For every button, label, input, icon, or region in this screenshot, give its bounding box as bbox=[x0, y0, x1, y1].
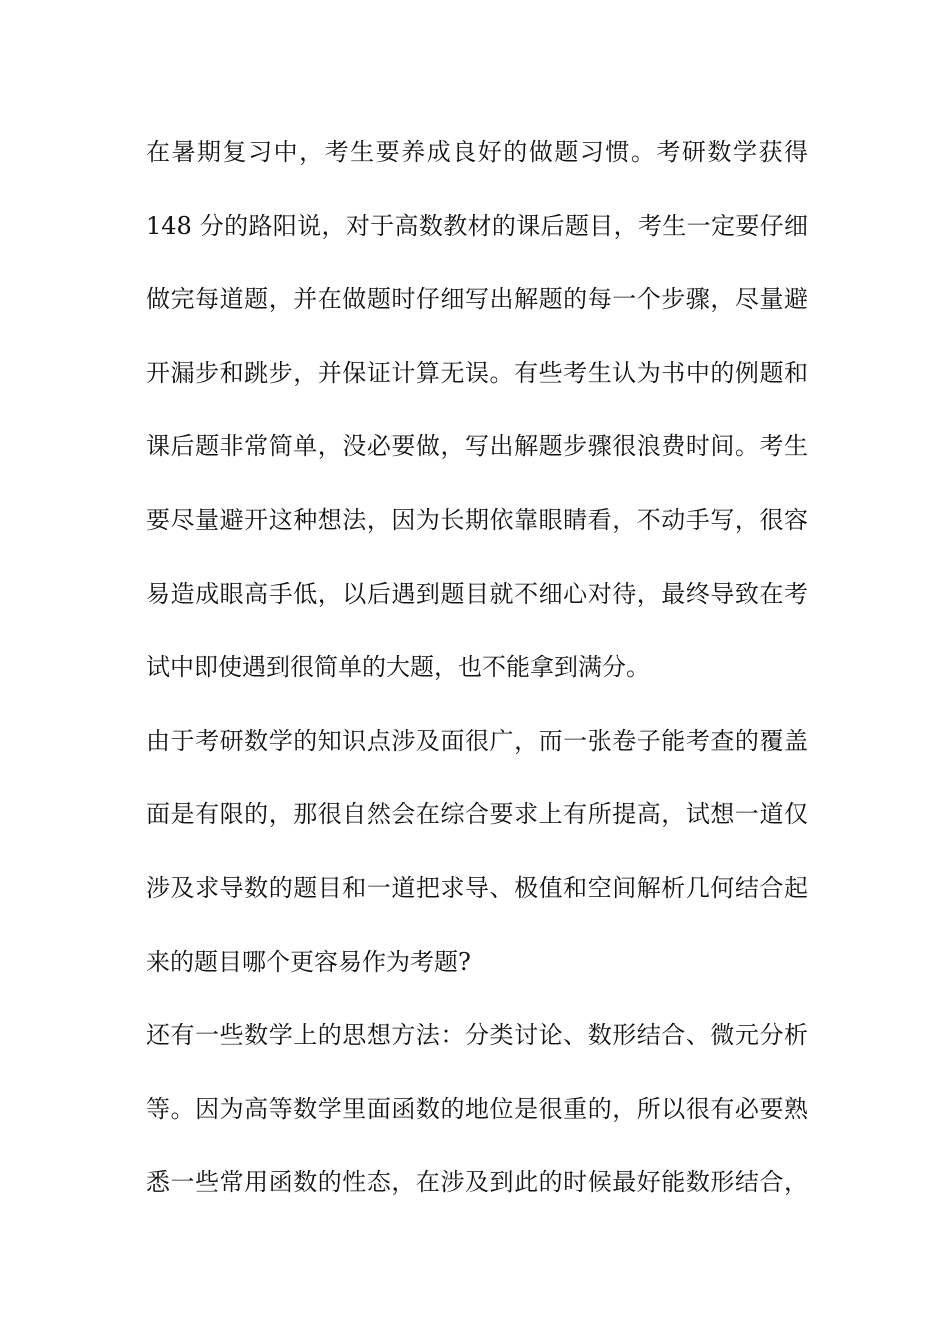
text-line: 涉及求导数的题目和一道把求导、极值和空间解析几何结合起 bbox=[146, 873, 808, 902]
paragraph-3 bbox=[146, 1007, 808, 1228]
text-line: 由于考研数学的知识点涉及面很广，而一张卷子能考查的覆盖 bbox=[146, 726, 808, 755]
text-line: 面是有限的，那很自然会在综合要求上有所提高，试想一道仅 bbox=[146, 800, 808, 829]
text-line: 开漏步和跳步，并保证计算无误。有些考生认为书中的例题和 bbox=[146, 358, 808, 387]
text-line: 还有一些数学上的思想方法：分类讨论、数形结合、微元分析 bbox=[146, 1021, 808, 1050]
document-body bbox=[146, 124, 808, 1228]
paragraph-1 bbox=[146, 124, 808, 713]
text-line: 悉一些常用函数的性态，在涉及到此的时候最好能数形结合， bbox=[146, 1168, 808, 1197]
text-line: 要尽量避开这种想法，因为长期依靠眼睛看，不动手写，很容 bbox=[146, 505, 808, 534]
text-line: 课后题非常简单，没必要做，写出解题步骤很浪费时间。考生 bbox=[146, 432, 808, 461]
text-line: 试中即使遇到很简单的大题，也不能拿到满分。 bbox=[146, 653, 650, 682]
text-line: 在暑期复习中，考生要养成良好的做题习惯。考研数学获得 bbox=[146, 138, 808, 166]
text-line: 等。因为高等数学里面函数的地位是很重的，所以很有必要熟 bbox=[146, 1094, 808, 1123]
text-line: 易造成眼高手低，以后遇到题目就不细心对待，最终导致在考 bbox=[146, 579, 808, 608]
paragraph-2 bbox=[146, 713, 808, 1007]
text-line: 来的题目哪个更容易作为考题? bbox=[146, 947, 471, 976]
text-line: 148 分的路阳说，对于高数教材的课后题目，考生一定要仔细 bbox=[146, 211, 808, 240]
text-line: 做完每道题，并在做题时仔细写出解题的每一个步骤，尽量避 bbox=[146, 285, 808, 314]
